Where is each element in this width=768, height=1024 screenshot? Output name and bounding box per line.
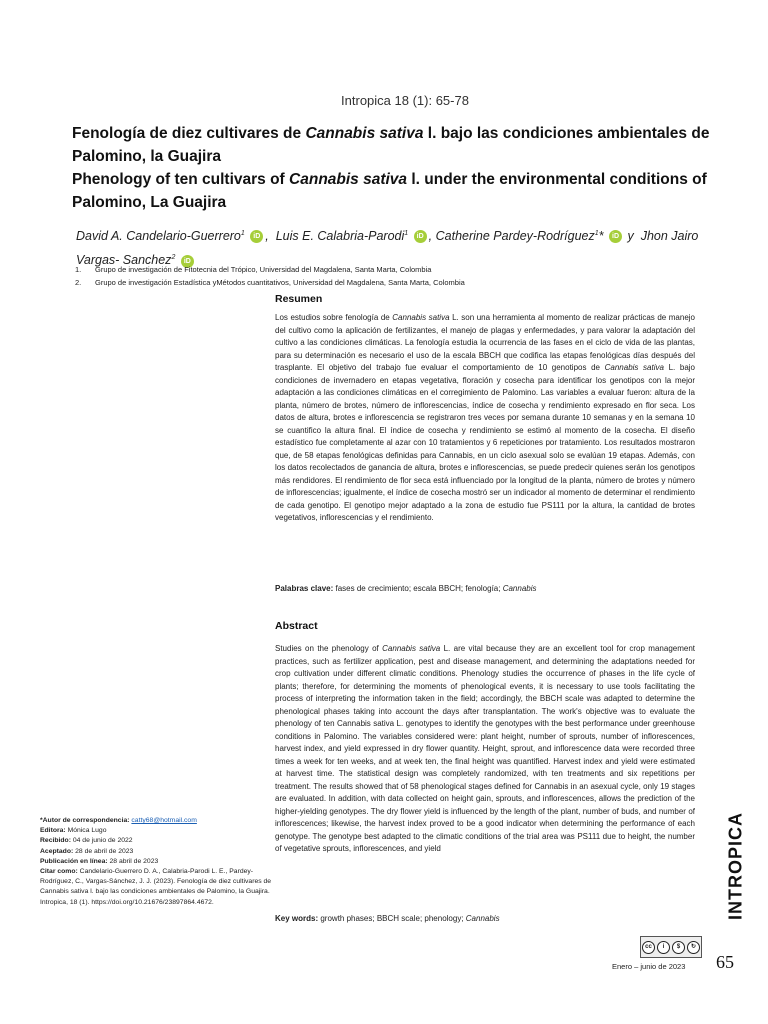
intropica-brand: INTROPICA [725, 812, 746, 920]
title-es-line2: Palomino, la Guajira [72, 148, 222, 165]
resumen-heading: Resumen [275, 293, 323, 305]
resumen-text: Los estudios sobre fenología de Cannabis sativa L. son una herramienta al momento de realizar prácticas de manejo del cultivo como la aplicación de fertilizantes, el manejo de plagas y enfermedades, y para valorar la adaptación del cultivo a las condiciones climáticas. La fenología estudia la ocurrencia de las fases en el ciclo de vida de las plantas, para su determinación es necesario el uso de la escala BBCH que codifica las etapas fenológicas días después del trasplante. El objetivo del trabajo fue evaluar el comportamiento de 10 genotipos de Cannabis sativa L. bajo condiciones de invernadero en etapas vegetativa, floración y cosecha para identificar los genotipos con la mejor adaptación a las condiciones climáticas en el corregimiento de Palomino. Las variables a evaluar fueron: altura de la planta, número de brotes, número de inflorescencias, índice de cosecha y rendimiento expresado en flor seca. Los datos de altura, brotes e inflorescencia se registraron tres veces por semana durante 10 semanas y en la semana 10 se cuantifico la altura final. El índice de cosecha y rendimiento se estimó al momento de la cosecha. El diseño estadístico fue completamente al azar con 10 tratamientos y 6 repeticiones por tratamiento. Los resultados mostraron que, de 58 etapas fenológicas definidas para Cannabis, en un ciclo asexual solo se evalúan 19 etapas. Además, con los datos recolectados de ganancia de altura, brotes e inflorescencias, se puede predecir quienes serán los genotipos más rendidores. El rendimiento de flor seca está influenciado por la longitud de la planta, número de brotes y número de inflorescencias; igualmente, el índice de cosecha mostró ser un indicador al momento de determinar el rendimiento de cada genotipo. El genotipo mejor adaptado a la zona de estudio fue PS111 por la altura, la cantidad de brotes vegetativos, inflorescencias y el rendimiento. [275, 313, 696, 522]
sa-icon: ↻ [687, 941, 700, 954]
orcid-icon[interactable]: iD [181, 255, 194, 268]
author-candelario: David A. Candelario-Guerrero [76, 229, 241, 244]
orcid-icon[interactable]: iD [609, 230, 622, 243]
issue-date: Enero – junio de 2023 [612, 962, 686, 971]
citation-text: Candelario-Guerrero D. A., Calabria-Parodi L. E., Pardey-Rodríguez, C., Vargas-Sánchez, J. J. (2023). Fenología de diez cultivares de Cannabis sativa l. bajo las condiciones ambientales de Palomino, la Guajira. Intropica, 18 (1). https://doi.org/10.21676/23897864.4672. [40, 868, 272, 906]
affiliation-1: 1. Grupo de investigación de Fitotecnia del Trópico, Universidad del Magdalena, Santa Marta, Colombia [75, 265, 432, 274]
author-vargas: Jhon Jairo Vargas- Sanchez [76, 229, 699, 268]
author-pardey: Catherine Pardey-Rodríguez [435, 229, 595, 244]
title-en-line2: Palomino, La Guajira [72, 194, 227, 211]
journal-header: Intropica 18 (1): 65-78 [341, 93, 469, 108]
title-en-line1: Phenology of ten cultivars of Cannabis sativa l. under the environmental conditions of [72, 171, 707, 188]
cc-license-badge[interactable] [640, 936, 702, 958]
key-words: Key words: growth phases; BBCH scale; phenology; Cannabis [275, 914, 500, 923]
article-title [72, 122, 742, 214]
author-calabria: Luis E. Calabria-Parodi [275, 229, 405, 244]
palabras-clave: Palabras clave: fases de crecimiento; escala BBCH; fenología; Cannabis [275, 584, 537, 593]
abstract-heading: Abstract [275, 620, 318, 632]
article-meta: *Autor de correspondencia: catty68@hotmail.com Editora: Mónica Lugo Recibido: 04 de junio de 2022 Aceptado: 28 de abril de 2023 Publicación en línea: 28 abril de 2023 Citar como: Candelario-Guerrero D. A., Calabria-Parodi L. E., Pardey-Rodríguez, C., Vargas-Sánchez, J. J. (2023). Fenología de diez cultivares de Cannabis sativa l. bajo las condiciones ambientales de Palomino, la Guajira. Intropica, 18 (1). https://doi.org/10.21676/23897864.4672. [40, 817, 272, 906]
by-icon: i [657, 941, 670, 954]
page-number: 65 [716, 952, 734, 972]
title-es-line1: Fenología de diez cultivares de Cannabis sativa l. bajo las condiciones ambientales de [72, 125, 710, 142]
corr-email-link[interactable]: catty68@hotmail.com [131, 817, 197, 824]
abstract-text: Studies on the phenology of Cannabis sativa L. are vital because they are an excellent tool for crop management practices, such as fertilizer application, pest and disease management, and determining the adaptations needed for crop cultivation under different climatic conditions. Phenology studies the occurrence of phases in the life cycle of plants; therefore, for determining the moments of phenological events, it is necessary to use tools facilitating the process of interpreting the information taken in the field; accordingly, the BBCH scale was adapted to determine the phenological phases taking into account the days after transplantation. The work's objective was to evaluate the phenology of ten Cannabis sativa L. genotypes to identify the genotypes with the best performance under greenhouse conditions in Palomino. The variables considered were: plant height, number of sprouts, number of inflorescences, harvest index, and yield expressed in dry flower quantity. Height, sprout, and inflorescence data were recorded three times a week for ten weeks, and at week ten, the final height was quantified. Harvest index and yield were estimated at harvest time. The statistical design was completely randomized, with ten treatments and six repetitions per treatment. The results showed that of 58 phenological stages defined for Cannabis in an asexual cycle, only 19 stages are evaluated. In addition, with data collected on height gain, sprouts, and inflorescences, allows the prediction of the higher-yielding genotypes. The dry flower yield is influenced by the length of the plant, number of buds, and number of inflorescences; likewise, the harvest index proved to be a good indicator when determining the performance of each genotype. The genotype best adapted to the climatic conditions of the trial area was PS111 due to height, the number of vegetative sprouts, inflorescences, and yield [275, 644, 695, 853]
orcid-icon[interactable]: iD [250, 230, 263, 243]
nc-icon: $ [672, 941, 685, 954]
author-list: David A. Candelario-Guerrero$^1$ iD , Luis E. Calabria-Parodi$^1$ iD , Catherine Pardey-Rodríguez$^1$* iD y Jhon Jairo Vargas- Sanchez$^2$ iD [76, 229, 699, 268]
affiliation-2: 2. Grupo de investigación Estadística yMétodos cuantitativos, Universidad del Magdalena, Santa Marta, Colombia [75, 278, 465, 287]
orcid-icon[interactable]: iD [414, 230, 427, 243]
cc-icon: cc [642, 941, 655, 954]
